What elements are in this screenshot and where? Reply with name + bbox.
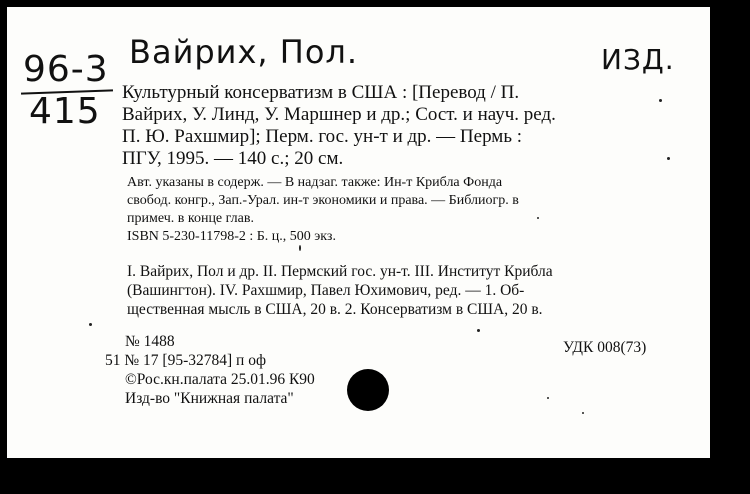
publisher-line: Изд-во "Книжная палата" [125, 390, 294, 407]
handwritten-author: Вайрих, Пол. [129, 33, 359, 71]
dust-speck [537, 217, 539, 219]
handwritten-mark: ИЗД. [601, 43, 675, 76]
dust-speck [659, 99, 662, 102]
main-entry-line: П. Ю. Рахшмир]; Перм. гос. ун-т и др. — Пермь : [122, 126, 523, 147]
dust-speck [299, 245, 301, 251]
udc-code: УДК 008(73) [563, 339, 647, 356]
tracing-line: щественная мысль в США, 20 в. 2. Консерватизм в США, 20 в. [127, 301, 543, 318]
notes-line: примеч. в конце глав. [127, 211, 254, 226]
main-entry-line: ПГУ, 1995. — 140 с.; 20 см. [122, 148, 344, 169]
main-entry-line: Культурный консерватизм в США : [Перевод / П. [122, 82, 520, 103]
dust-speck [477, 329, 480, 332]
dust-speck [89, 323, 92, 326]
tracing-line: I. Вайрих, Пол и др. II. Пермский гос. ун-т. III. Институт Крибла [127, 263, 553, 280]
dust-speck [667, 157, 670, 160]
notes [127, 174, 667, 228]
call-number-top: 96-3 [23, 49, 109, 90]
main-entry-line: Вайрих, У. Линд, У. Маршнер и др.; Сост. и науч. ред. [122, 104, 556, 125]
punch-hole [347, 369, 389, 411]
main-entry [122, 82, 667, 170]
notes-line: Авт. указаны в содерж. — В надзаг. также: Ин-т Крибла Фонда [127, 175, 503, 190]
catalog-card [7, 7, 710, 458]
isbn-text: ISBN 5-230-11798-2 : Б. ц., 500 экз. [127, 229, 336, 244]
serial-line: 51 № 17 [95-32784] п оф [105, 352, 266, 369]
tracings [127, 262, 667, 319]
entry-number: № 1488 [125, 333, 175, 350]
call-number-bottom: 415 [29, 91, 101, 132]
book-chamber-line: ©Рос.кн.палата 25.01.96 К90 [125, 371, 315, 388]
tracing-line: (Вашингтон). IV. Рахшмир, Павел Юхимович, ред. — 1. Об- [127, 282, 525, 299]
isbn-line [127, 228, 667, 246]
dust-speck [582, 412, 584, 414]
dust-speck [547, 397, 549, 399]
notes-line: свобод. конгр., Зап.-Урал. ин-т экономики и права. — Библиогр. в [127, 193, 519, 208]
